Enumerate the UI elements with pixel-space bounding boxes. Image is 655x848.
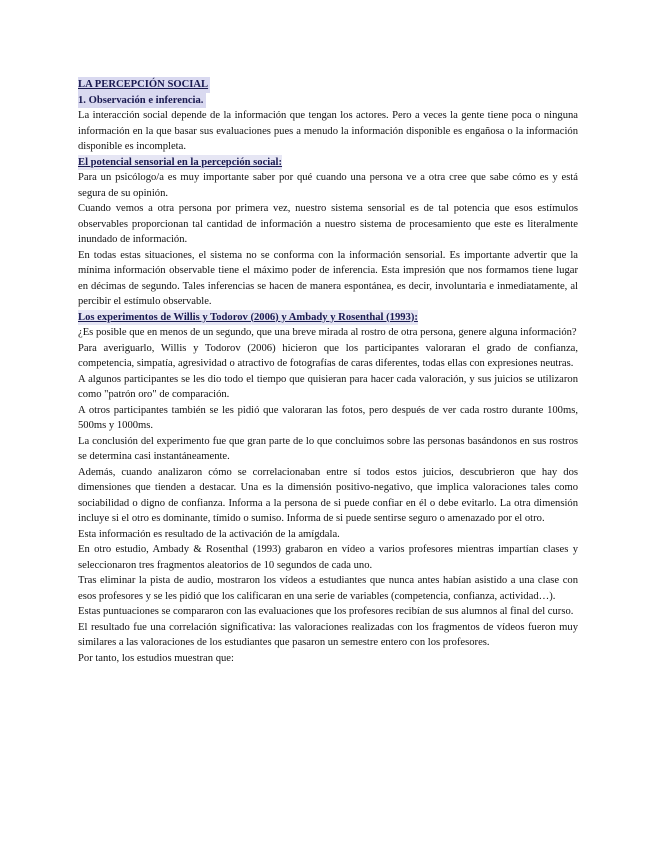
paragraph-psicologo: Para un psicólogo/a es muy importante saber por qué cuando una persona ve a otra cree que sabe cómo es y está segura de su opinión. [78,172,578,199]
paragraph-interaccion: La interacción social depende de la información que tengan los actores. Pero a veces la gente tiene poca o ninguna información en la que basar sus evaluaciones pues a menudo la información disponible es engañosa o la información disponible es incompleta. [78,110,578,152]
paragraph-ambady-rosenthal: En otro estudio, Ambady & Rosenthal (1993) grabaron en vídeo a varios profesores mientras impartían clases y seleccionaron tres fragmentos aleatorios de 10 segundos de cada uno. [78,544,578,571]
paragraph-conclusion: La conclusión del experimento fue que gran parte de lo que concluimos sobre las personas basándonos en sus rostros se determina casi instantáneamente. [78,435,578,462]
document-page [78,77,578,666]
paragraph-primera-vez: Cuando vemos a otra persona por primera vez, nuestro sistema sensorial es de tal potencia que esos estímulos observables proporcionan tal cantidad de información a nuestro sistema de procesamiento que este es literalmente inundado de información. [78,203,578,245]
section-heading-potencial-sensorial: El potencial sensorial en la percepción social: [78,155,282,171]
paragraph-situaciones: En todas estas situaciones, el sistema no se conforma con la información sensorial. Es importante advertir que la mínima información observable tiene el máximo poder de inferencia. Esta impresión que nos formamos tiene lugar en décimas de segundo. Tales inferencias se hacen de manera espontánea, es decir, involuntaria e inmediatamente, al percibir el estímulo observable. [78,249,578,307]
document-title: LA PERCEPCIÓN SOCIAL [78,77,210,93]
paragraph-patron-oro: A algunos participantes se les dio todo el tiempo que quisieran para hacer cada valoración, y sus juicios se utilizaron como "patrón oro" de comparación. [78,373,578,400]
paragraph-resultado: El resultado fue una correlación significativa: las valoraciones realizadas con los fragmentos de vídeos fueron muy similares a las valoraciones de los estudiantes que pasaron un semestre entero con los profesores. [78,621,578,648]
paragraph-amigdala: Esta información es resultado de la activación de la amígdala. [78,528,340,540]
paragraph-audio: Tras eliminar la pista de audio, mostraron los vídeos a estudiantes que nunca antes habían asistido a una clase con esos profesores y se les pidió que los calificaran en una serie de variables (competencia, confianza, actividad…). [78,575,578,602]
paragraph-pregunta: ¿Es posible que en menos de un segundo, que una breve mirada al rostro de otra persona, genere alguna información? [78,327,577,338]
section-heading-observacion: 1. Observación e inferencia. [78,93,206,109]
section-heading-experimentos: Los experimentos de Willis y Todorov (2006) y Ambady y Rosenthal (1993): [78,310,418,326]
paragraph-dimensiones: Además, cuando analizaron cómo se correlacionaban entre sí todos estos juicios, descubrieron que hay dos dimensiones que tienden a destacar. Una es la dimensión positivo-negativo, que implica valoraciones tales como sociabilidad o digno de confianza. Informa a la persona de si puede confiar en él o debe evitarlo. La otra dimensión incluye si el otro es dominante, tímido o sumiso. Informa de si puede sentirse seguro o amenazado por el otro. [78,466,578,524]
paragraph-averiguarlo: Para averiguarlo, Willis y Todorov (2006) hicieron que los participantes valoraran el grado de confianza, competencia, simpatía, agresividad o atractivo de fotografías de caras diferentes, todas ellas con expresiones neutras. [78,342,578,369]
paragraph-puntuaciones: Estas puntuaciones se compararon con las evaluaciones que los profesores recibían de sus alumnos al final del curso. [78,606,574,617]
paragraph-por-tanto: Por tanto, los estudios muestran que: [78,652,234,664]
paragraph-otros-participantes: A otros participantes también se les pidió que valoraran las fotos, pero después de ver cada rostro durante 100ms, 500ms y 1000ms. [78,404,578,431]
